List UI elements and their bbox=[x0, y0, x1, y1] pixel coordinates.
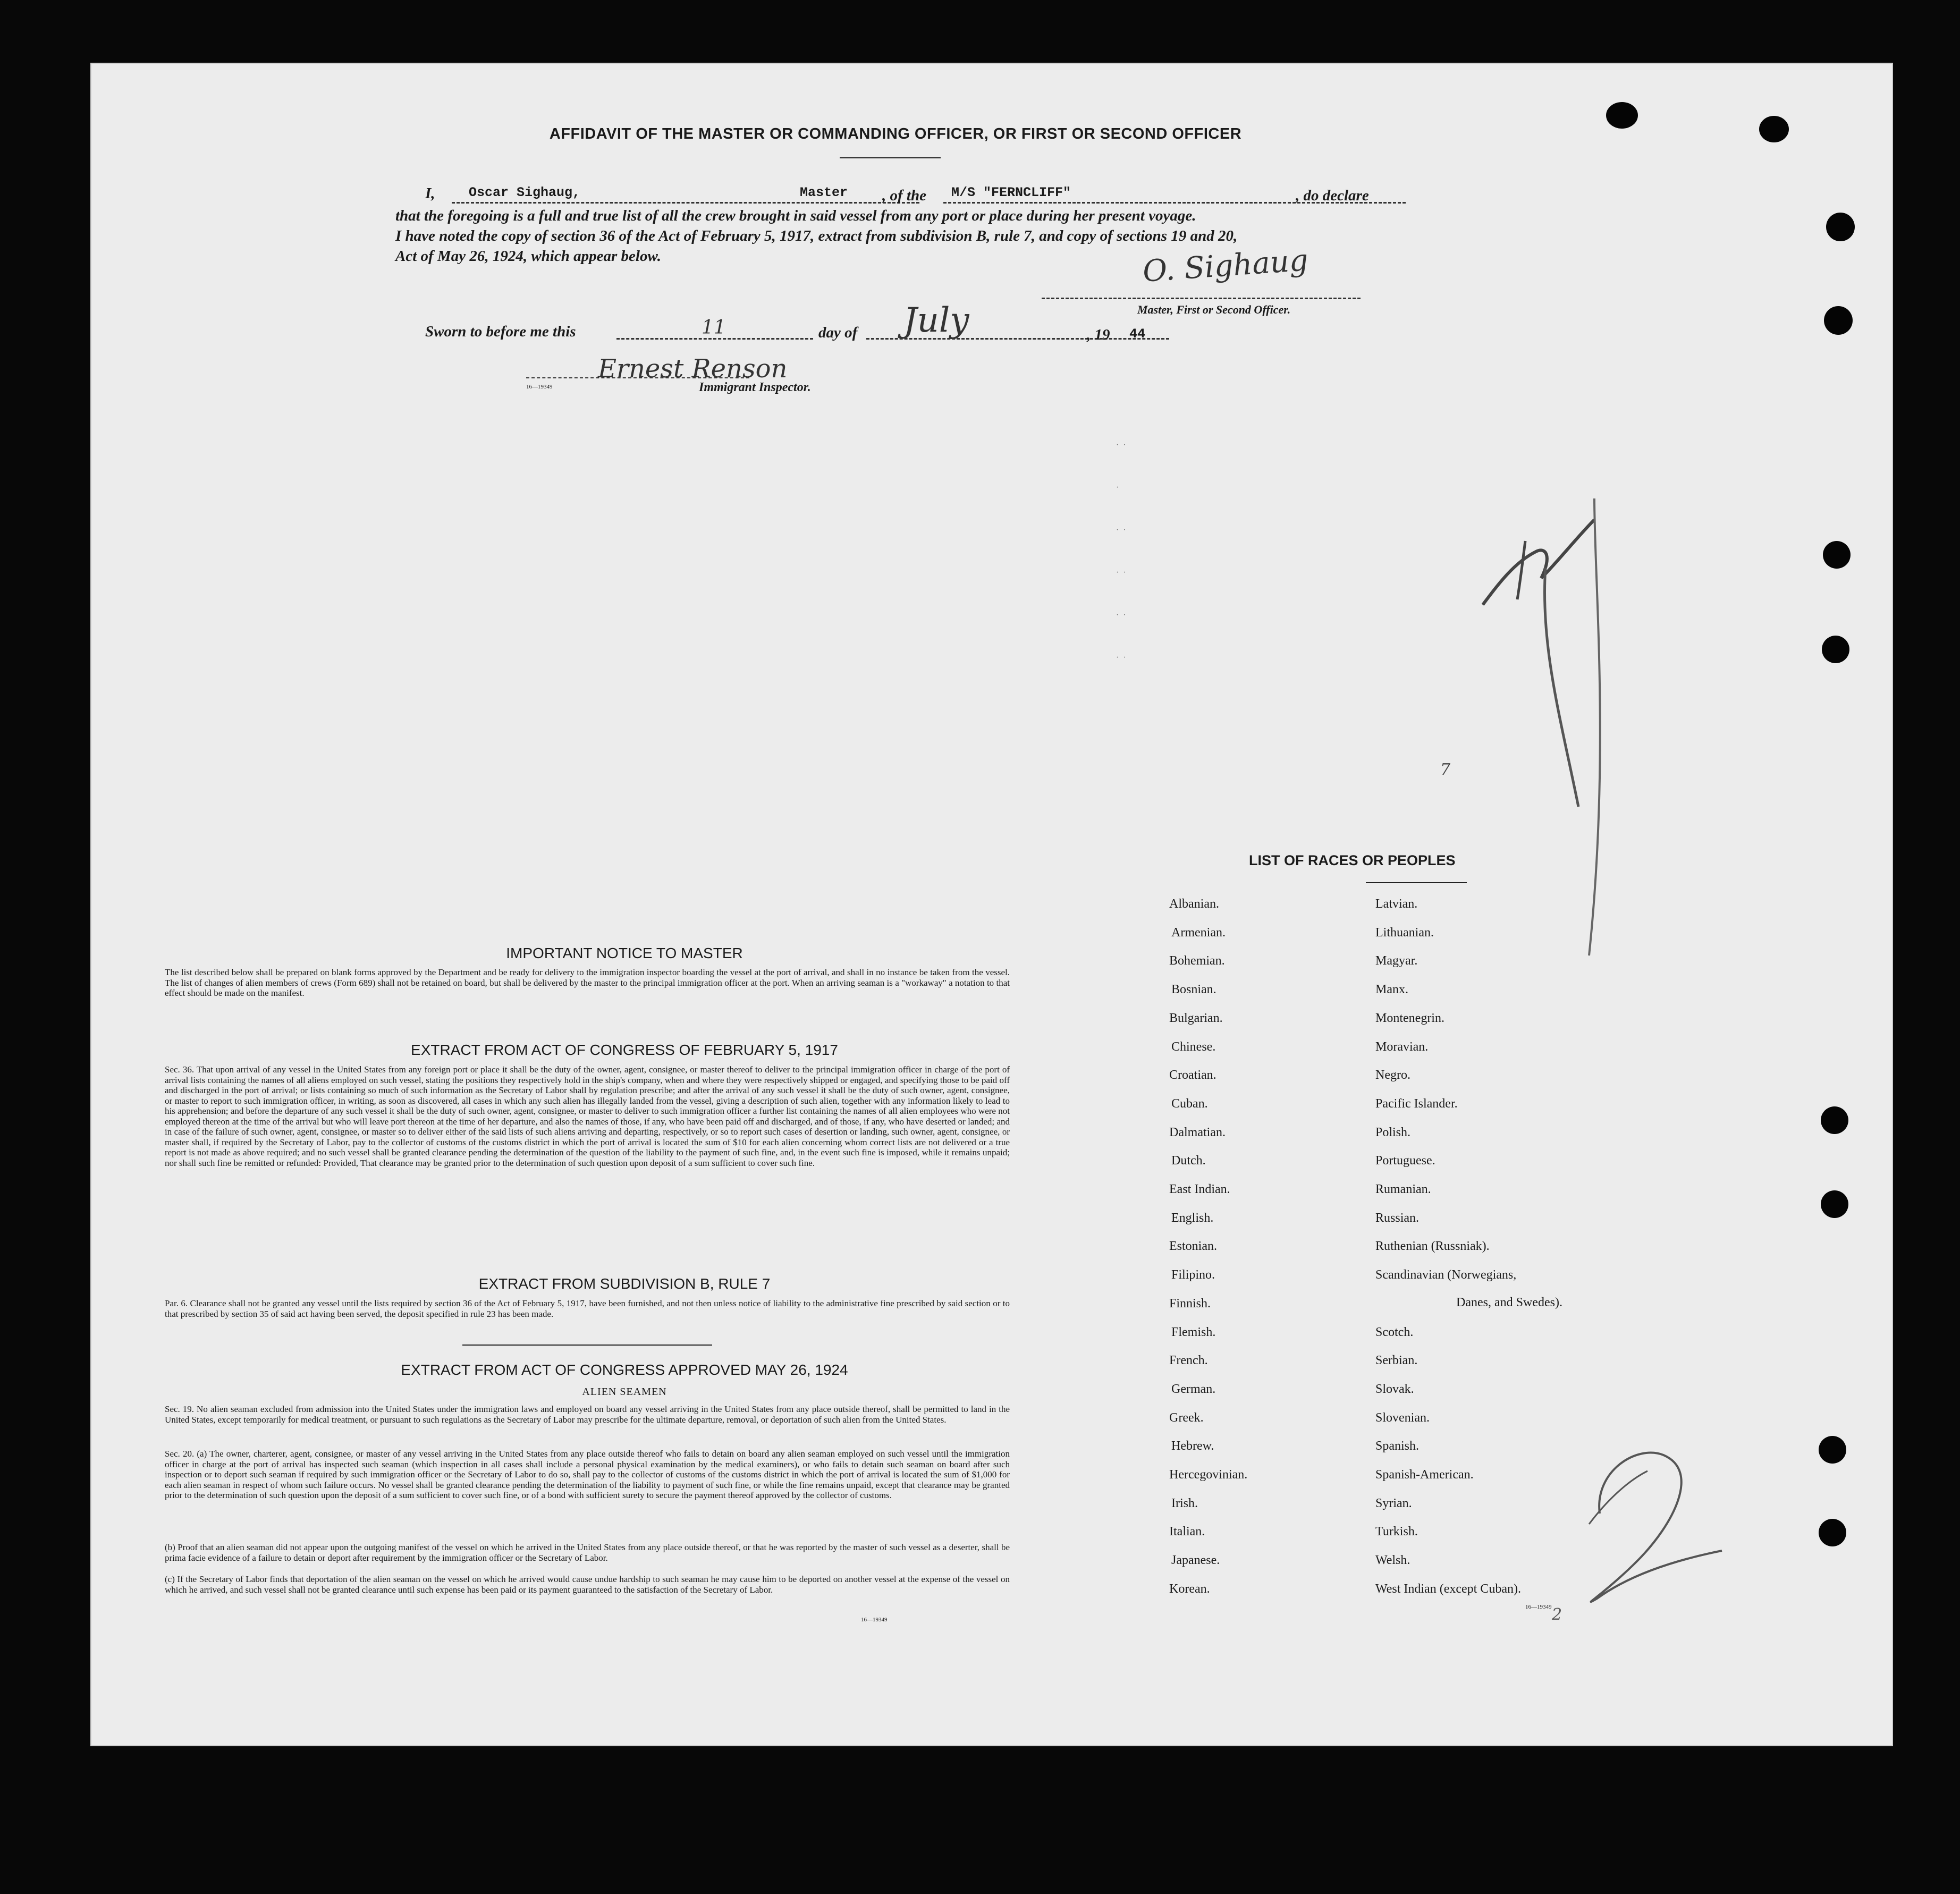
race-left-item: Dutch. bbox=[1171, 1154, 1206, 1168]
sworn-year: 44 bbox=[1129, 326, 1146, 342]
extract-1917-title: EXTRACT FROM ACT OF CONGRESS OF FEBRUARY 5, 1917 bbox=[411, 1042, 838, 1058]
race-right-item: Magyar. bbox=[1375, 954, 1418, 968]
form-number-top: 16—19349 bbox=[526, 384, 553, 390]
name-line bbox=[452, 202, 919, 204]
race-right-item: Welsh. bbox=[1375, 1553, 1410, 1568]
race-left-item: East Indian. bbox=[1169, 1182, 1230, 1196]
extract-1917-text: Sec. 36. That upon arrival of any vessel in the United States from any foreign port or place it shall be the duty of the owner, agent, consignee, or master thereof to deliver to the principal immigration officer in charge of the port of arrival lists containing the names of all aliens employed on such vessel, stating the positions they respectively hold in the ship's company, when and where they were respectively shipped or engaged, and specifying those to be paid off and discharged in the port of arrival; or lists containing so much of such information as the Secretary of Labor shall by regulation prescribe; and after the arrival of any such vessel it shall be the duty of such owner, agent, consignee, or master to report to such immigration officer, in writing, as soon as discovered, all cases in which any such alien has illegally landed from the vessel, giving a description of such alien, together with any information likely to lead to his apprehension; and before the departure of any such vessel it shall be the duty of such owner, agent, consignee, or master to deliver to such immigration officer a further list containing the names of all alien employees who were not employed thereon at the time of the arrival but who will leave port thereon at the time of her departure, and also the names of those, if any, who have been paid off and discharged, and of those, if any, who have deserted or landed; and in case of the failure of such owner, agent, consignee, or master so to deliver either of the said lists of such aliens arriving and departing, respectively, or so to report such cases of desertion or landing, such owner, agent, consignee, or master shall, if required by the Secretary of Labor, pay to the collector of customs of the customs district in which the port of arrival is located the sum of $10 for each alien concerning whom correct lists are not delivered or a true report is not made as above required; and no such vessel shall be granted clearance pending the determination of the question of the liability to the payment of such fine, and, in the event such fine is imposed, while it remains unpaid; nor shall such fine be remitted or refunded: Provided, That clearance may be granted prior to the determination of such question upon deposit of a sum sufficient to cover such fine. bbox=[165, 1064, 1010, 1168]
sec19-text: Sec. 19. No alien seaman excluded from admission into the United States under the immigration laws and employed on board any vessel arriving in the United States from any place outside thereof, shall be permitted to land in the United States, except temporarily for medical treatment, or pursuant to such regulations as the Secretary of Labor may prescribe for the ultimate departure, removal, or deportation of such alien from the United States. bbox=[165, 1404, 1010, 1425]
race-right-item: West Indian (except Cuban). bbox=[1375, 1582, 1521, 1596]
race-left-item: Korean. bbox=[1169, 1582, 1210, 1596]
handwritten-seven bbox=[1419, 477, 1642, 987]
race-left-item: Armenian. bbox=[1171, 925, 1226, 940]
race-left-item: Cuban. bbox=[1171, 1096, 1208, 1111]
race-left-item: Italian. bbox=[1169, 1525, 1205, 1539]
punch-hole bbox=[1824, 306, 1853, 335]
inspector-signature: Ernest Renson bbox=[598, 354, 788, 384]
handwritten-two-value: 2 bbox=[1552, 1605, 1562, 1624]
race-right-item: Syrian. bbox=[1375, 1496, 1412, 1510]
master-signature: O. Sighaug bbox=[1142, 243, 1310, 289]
extract-rule7-text: Par. 6. Clearance shall not be granted any vessel until the lists required by section 36 of the Act of February 5, 1917, have been furnished, and not then unless notice of liability to the administrative fine prescribed by said section or to that prescribed by section 35 of said act having been served, the deposit specified in rule 23 has been made. bbox=[165, 1298, 1010, 1319]
sworn-month: July bbox=[903, 301, 969, 340]
handwritten-two bbox=[1547, 1365, 1738, 1641]
punch-hole bbox=[1606, 102, 1638, 129]
day-of-label: day of bbox=[818, 324, 858, 341]
race-right-item: Serbian. bbox=[1375, 1354, 1418, 1368]
sworn-label: Sworn to before me this bbox=[425, 323, 576, 340]
race-left-item: Bulgarian. bbox=[1169, 1011, 1223, 1025]
vessel-name: M/S "FERNCLIFF" bbox=[951, 185, 1071, 200]
extract-1924-title: EXTRACT FROM ACT OF CONGRESS APPROVED MAY 26, 1924 bbox=[401, 1362, 848, 1378]
race-left-item: English. bbox=[1171, 1211, 1214, 1225]
sec20b-text: (b) Proof that an alien seaman did not appear upon the outgoing manifest of the vessel on which he arrived in the United States from any place outside thereof, or that he was reported by the master of such vessel as a deserter, shall be prima facie evidence of a failure to detain or deport after requirement by the immigration officer or the Secretary of Labor. bbox=[165, 1542, 1010, 1563]
race-left-item: Flemish. bbox=[1171, 1325, 1216, 1339]
sworn-day: 11 bbox=[702, 317, 726, 339]
notice-text: The list described below shall be prepared on blank forms approved by the Department and be ready for delivery to the immigration inspector boarding the vessel at the port of arrival, and shall in no instance be taken from the vessel. The list of changes of alien members of crews (Form 689) shall not be retained on board, but shall be delivered by the master to the principal immigration officer at the port. When an arriving seaman is a "workaway" a notation to that effect should be made on the manifest. bbox=[165, 967, 1010, 998]
race-left-item: Japanese. bbox=[1171, 1553, 1220, 1568]
race-right-item: Montenegrin. bbox=[1375, 1011, 1444, 1025]
master-sig-caption: Master, First or Second Officer. bbox=[1137, 303, 1291, 316]
extract-rule7-title: EXTRACT FROM SUBDIVISION B, RULE 7 bbox=[478, 1275, 771, 1292]
punch-hole bbox=[1821, 1106, 1848, 1134]
race-right-item: Ruthenian (Russniak). bbox=[1375, 1239, 1490, 1254]
race-right-item: Slovak. bbox=[1375, 1382, 1414, 1396]
race-left-item: Hercegovinian. bbox=[1169, 1468, 1248, 1482]
race-scandinavian-cont: Danes, and Swedes). bbox=[1456, 1296, 1562, 1309]
race-right-item: Turkish. bbox=[1375, 1525, 1418, 1539]
faint-dots: · · · · · · · · · · · bbox=[1116, 441, 1126, 662]
race-left-item: Filipino. bbox=[1171, 1268, 1215, 1282]
race-left-item: French. bbox=[1169, 1354, 1208, 1368]
alien-seamen-subtitle: ALIEN SEAMEN bbox=[582, 1386, 667, 1398]
race-left-item: Hebrew. bbox=[1171, 1439, 1214, 1453]
race-right-item: Lithuanian. bbox=[1375, 925, 1434, 940]
race-right-item: Portuguese. bbox=[1375, 1154, 1435, 1168]
punch-hole bbox=[1819, 1519, 1846, 1546]
race-left-item: Finnish. bbox=[1169, 1296, 1211, 1310]
punch-hole bbox=[1823, 541, 1851, 569]
document-page bbox=[90, 63, 1893, 1746]
punch-hole bbox=[1759, 116, 1789, 142]
races-rule bbox=[1366, 882, 1467, 883]
punch-hole bbox=[1822, 636, 1849, 663]
affidavit-line3: I have noted the copy of section 36 of the Act of February 5, 1917, extract from subdivision B, rule 7, and copy of sections 19 and 20, bbox=[395, 227, 1238, 244]
affidavit-line4: Act of May 26, 1924, which appear below. bbox=[395, 248, 661, 265]
race-right-item: Russian. bbox=[1375, 1211, 1420, 1225]
affidavit-line2: that the foregoing is a full and true list of all the crew brought in said vessel from any port or place during her present voyage. bbox=[395, 207, 1196, 224]
race-left-item: Chinese. bbox=[1171, 1039, 1216, 1054]
sec20c-text: (c) If the Secretary of Labor finds that deportation of the alien seaman on the vessel on which he arrived would cause undue hardship to such seaman he may cause him to be deported on another vessel at the expense of the vessel on which he arrived, and such vessel shall not be granted clearance until such expense has been paid or its payment guaranteed to the satisfaction of the Secretary of Labor. bbox=[165, 1574, 1010, 1595]
of-the-label: , of the bbox=[882, 187, 926, 204]
sec20a-text: Sec. 20. (a) The owner, charterer, agent, consignee, or master of any vessel arriving in the United States from any place outside thereof who fails to detain on board any alien seaman employed on such vessel until the immigration officer in charge at the port of arrival has inspected such seaman (which inspection in all cases shall include a personal physical examination by the medical examiners), or who fails to detain such seaman on board after such inspection or to deport such seaman if required by such immigration officer or the Secretary of Labor to do so, shall pay to the collector of customs of the customs district in which the port of arrival is located the sum of $1,000 for each alien seaman in respect of whom such failure occurs. No vessel shall be granted clearance pending the determination of the liability to payment of such fine, or while the fine remains unpaid, except that clearance may be granted prior to the determination of such question upon the deposit of a sum sufficient to cover such fine, or of a bond with sufficient surety to secure the payment thereof approved by the collector of customs. bbox=[165, 1449, 1010, 1500]
race-right-item: Polish. bbox=[1375, 1125, 1411, 1139]
race-right-item: Pacific Islander. bbox=[1375, 1096, 1458, 1111]
affidavit-i: I, bbox=[425, 185, 435, 202]
race-right-item: Spanish. bbox=[1375, 1439, 1420, 1453]
year-prefix: , 19 bbox=[1087, 326, 1110, 343]
master-sig-line bbox=[1042, 298, 1361, 299]
punch-hole bbox=[1821, 1190, 1848, 1218]
race-left-item: Estonian. bbox=[1169, 1239, 1217, 1254]
form-number-left: 16—19349 bbox=[861, 1617, 888, 1623]
master-rank: Master bbox=[800, 185, 848, 200]
race-left-item: German. bbox=[1171, 1382, 1216, 1396]
title-rule bbox=[840, 157, 941, 158]
notice-title: IMPORTANT NOTICE TO MASTER bbox=[506, 945, 743, 961]
race-right-item: Scotch. bbox=[1375, 1325, 1414, 1339]
race-left-item: Bosnian. bbox=[1171, 983, 1216, 997]
punch-hole bbox=[1819, 1436, 1846, 1464]
form-number-right: 16—19349 bbox=[1525, 1604, 1552, 1610]
handwritten-seven-value: 7 bbox=[1440, 760, 1451, 779]
race-left-item: Dalmatian. bbox=[1169, 1125, 1226, 1139]
race-right-item: Slovenian. bbox=[1375, 1410, 1430, 1425]
affidavit-title: AFFIDAVIT OF THE MASTER OR COMMANDING OFFICER, OR FIRST OR SECOND OFFICER bbox=[549, 125, 1242, 142]
rule7-rule bbox=[462, 1345, 712, 1346]
inspector-caption: Immigrant Inspector. bbox=[699, 381, 811, 394]
punch-hole bbox=[1826, 213, 1855, 241]
race-right-item: Spanish-American. bbox=[1375, 1468, 1474, 1482]
race-left-item: Greek. bbox=[1169, 1410, 1204, 1425]
race-right-item: Manx. bbox=[1375, 983, 1408, 997]
master-name: Oscar Sighaug, bbox=[469, 185, 581, 200]
race-right-item: Negro. bbox=[1375, 1068, 1410, 1083]
race-right-item: Rumanian. bbox=[1375, 1182, 1431, 1196]
race-right-item: Scandinavian (Norwegians, bbox=[1375, 1268, 1517, 1282]
race-right-item: Latvian. bbox=[1375, 897, 1418, 911]
race-left-item: Irish. bbox=[1171, 1496, 1198, 1510]
race-right-item: Moravian. bbox=[1375, 1039, 1429, 1054]
race-left-item: Croatian. bbox=[1169, 1068, 1216, 1083]
race-left-item: Albanian. bbox=[1169, 897, 1219, 911]
races-title: LIST OF RACES OR PEOPLES bbox=[1249, 852, 1456, 868]
race-left-item: Bohemian. bbox=[1169, 954, 1225, 968]
do-declare-label: , do declare bbox=[1296, 187, 1369, 204]
